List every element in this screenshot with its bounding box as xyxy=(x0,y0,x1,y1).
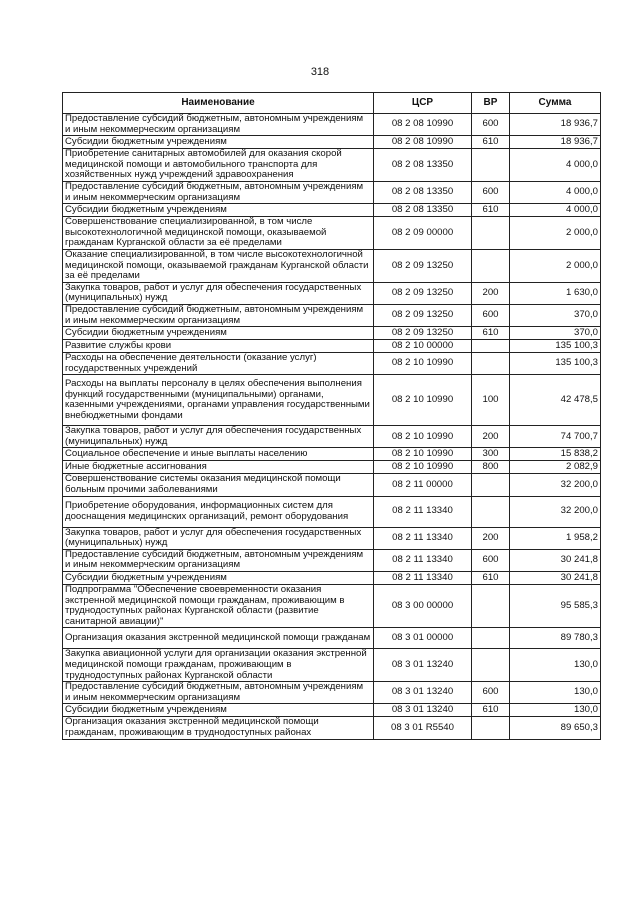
cell-vr: 600 xyxy=(472,682,510,704)
table-row xyxy=(63,496,601,527)
cell-sum: 4 000,0 xyxy=(510,149,601,182)
cell-sum: 135 100,3 xyxy=(510,340,601,353)
table-row xyxy=(63,217,601,250)
cell-vr: 600 xyxy=(472,549,510,571)
table-row xyxy=(63,249,601,282)
cell-name: Закупка авиационной услуги для организации оказания экстренной медицинской помощи гражданам, проживающим в труднодоступных районах Курганской области xyxy=(63,649,374,682)
cell-csr: 08 3 01 13240 xyxy=(374,649,472,682)
header-sum: Сумма xyxy=(510,93,601,114)
table-header-row xyxy=(63,93,601,114)
table-row xyxy=(63,717,601,739)
cell-sum: 135 100,3 xyxy=(510,353,601,375)
cell-vr: 610 xyxy=(472,572,510,585)
cell-name: Расходы на выплаты персоналу в целях обеспечения выполнения функций государственными (муниципальными) органами, казенными учреждениями, органами управления государственными внебюджетными фондами xyxy=(63,375,374,426)
cell-name: Совершенствование специализированной, в том числе высокотехнологичной медицинской помощи, оказываемой гражданам Курганской области за её пределами xyxy=(63,217,374,250)
cell-vr: 610 xyxy=(472,704,510,717)
cell-vr: 300 xyxy=(472,448,510,461)
table-row xyxy=(63,572,601,585)
cell-name: Субсидии бюджетным учреждениям xyxy=(63,204,374,217)
table-row xyxy=(63,353,601,375)
cell-sum: 370,0 xyxy=(510,304,601,326)
cell-sum: 2 000,0 xyxy=(510,249,601,282)
cell-vr: 200 xyxy=(472,426,510,448)
budget-table xyxy=(62,92,601,740)
cell-name: Иные бюджетные ассигнования xyxy=(63,461,374,474)
table-row xyxy=(63,181,601,203)
cell-sum: 4 000,0 xyxy=(510,204,601,217)
cell-sum: 370,0 xyxy=(510,327,601,340)
cell-sum: 130,0 xyxy=(510,682,601,704)
cell-vr xyxy=(472,496,510,527)
cell-vr xyxy=(472,217,510,250)
table-row xyxy=(63,585,601,628)
cell-csr: 08 2 11 13340 xyxy=(374,549,472,571)
table-row xyxy=(63,114,601,136)
cell-name: Совершенствование системы оказания медицинской помощи больным прочими заболеваниями xyxy=(63,474,374,496)
cell-name: Субсидии бюджетным учреждениям xyxy=(63,327,374,340)
cell-csr: 08 2 11 13340 xyxy=(374,527,472,549)
cell-name: Развитие службы крови xyxy=(63,340,374,353)
cell-csr: 08 2 11 13340 xyxy=(374,572,472,585)
cell-sum: 89 650,3 xyxy=(510,717,601,739)
cell-csr: 08 2 10 10990 xyxy=(374,353,472,375)
cell-sum: 95 585,3 xyxy=(510,585,601,628)
cell-vr xyxy=(472,353,510,375)
table-row xyxy=(63,282,601,304)
cell-name: Предоставление субсидий бюджетным, автономным учреждениям и иным некоммерческим организациям xyxy=(63,181,374,203)
table-row xyxy=(63,304,601,326)
cell-csr: 08 3 01 00000 xyxy=(374,628,472,649)
cell-csr: 08 3 01 13240 xyxy=(374,704,472,717)
cell-name: Предоставление субсидий бюджетным, автономным учреждениям и иным некоммерческим организациям xyxy=(63,682,374,704)
table-row xyxy=(63,549,601,571)
cell-csr: 08 2 10 10990 xyxy=(374,375,472,426)
cell-sum: 18 936,7 xyxy=(510,114,601,136)
cell-vr: 600 xyxy=(472,114,510,136)
cell-sum: 130,0 xyxy=(510,704,601,717)
cell-name: Расходы на обеспечение деятельности (оказание услуг) государственных учреждений xyxy=(63,353,374,375)
table-row xyxy=(63,628,601,649)
cell-vr: 600 xyxy=(472,304,510,326)
cell-sum: 2 000,0 xyxy=(510,217,601,250)
cell-csr: 08 2 11 00000 xyxy=(374,474,472,496)
cell-name: Оказание специализированной, в том числе высокотехнологичной медицинской помощи, оказываемой гражданам Курганской области за её пределами xyxy=(63,249,374,282)
cell-vr: 200 xyxy=(472,527,510,549)
table-row xyxy=(63,327,601,340)
cell-csr: 08 2 09 00000 xyxy=(374,217,472,250)
table-row xyxy=(63,149,601,182)
cell-name: Закупка товаров, работ и услуг для обеспечения государственных (муниципальных) нужд xyxy=(63,527,374,549)
cell-vr: 800 xyxy=(472,461,510,474)
table-row xyxy=(63,340,601,353)
cell-sum: 74 700,7 xyxy=(510,426,601,448)
cell-csr: 08 2 08 13350 xyxy=(374,149,472,182)
header-name: Наименование xyxy=(63,93,374,114)
cell-name: Организация оказания экстренной медицинской помощи гражданам, проживающим в труднодоступных районах xyxy=(63,717,374,739)
cell-csr: 08 2 10 10990 xyxy=(374,461,472,474)
cell-csr: 08 2 08 13350 xyxy=(374,204,472,217)
cell-csr: 08 2 08 10990 xyxy=(374,114,472,136)
cell-vr: 610 xyxy=(472,136,510,149)
table-row xyxy=(63,461,601,474)
header-vr: ВР xyxy=(472,93,510,114)
cell-sum: 130,0 xyxy=(510,649,601,682)
cell-csr: 08 3 01 R5540 xyxy=(374,717,472,739)
cell-vr: 610 xyxy=(472,327,510,340)
cell-sum: 2 082,9 xyxy=(510,461,601,474)
cell-name: Приобретение санитарных автомобилей для оказания скорой медицинской помощи и автомобильного транспорта для хозяйственных нужд учреждений здравоохранения xyxy=(63,149,374,182)
cell-name: Приобретение оборудования, информационных систем для дооснащения медицинских организаций, ремонт оборудования xyxy=(63,496,374,527)
cell-vr xyxy=(472,149,510,182)
cell-vr xyxy=(472,717,510,739)
cell-name: Субсидии бюджетным учреждениям xyxy=(63,136,374,149)
table-row xyxy=(63,474,601,496)
cell-sum: 89 780,3 xyxy=(510,628,601,649)
cell-sum: 30 241,8 xyxy=(510,549,601,571)
cell-csr: 08 3 00 00000 xyxy=(374,585,472,628)
cell-vr xyxy=(472,649,510,682)
table-row xyxy=(63,649,601,682)
cell-sum: 4 000,0 xyxy=(510,181,601,203)
cell-vr: 100 xyxy=(472,375,510,426)
table-row xyxy=(63,136,601,149)
cell-name: Субсидии бюджетным учреждениям xyxy=(63,572,374,585)
cell-name: Подпрограмма "Обеспечение своевременности оказания экстренной медицинской помощи гражданам, проживающим в труднодоступных районах Курганской области (развитие санитарной авиации)" xyxy=(63,585,374,628)
cell-vr xyxy=(472,249,510,282)
cell-csr: 08 2 08 13350 xyxy=(374,181,472,203)
cell-sum: 32 200,0 xyxy=(510,496,601,527)
cell-csr: 08 2 10 00000 xyxy=(374,340,472,353)
table-row xyxy=(63,375,601,426)
cell-csr: 08 2 08 10990 xyxy=(374,136,472,149)
page-number: 318 xyxy=(310,66,330,78)
cell-sum: 42 478,5 xyxy=(510,375,601,426)
cell-csr: 08 3 01 13240 xyxy=(374,682,472,704)
table-row xyxy=(63,204,601,217)
cell-csr: 08 2 11 13340 xyxy=(374,496,472,527)
cell-csr: 08 2 09 13250 xyxy=(374,249,472,282)
cell-vr xyxy=(472,340,510,353)
cell-name: Предоставление субсидий бюджетным, автономным учреждениям и иным некоммерческим организациям xyxy=(63,114,374,136)
cell-vr: 200 xyxy=(472,282,510,304)
cell-vr xyxy=(472,628,510,649)
cell-name: Предоставление субсидий бюджетным, автономным учреждениям и иным некоммерческим организациям xyxy=(63,549,374,571)
cell-sum: 30 241,8 xyxy=(510,572,601,585)
cell-sum: 15 838,2 xyxy=(510,448,601,461)
cell-vr: 600 xyxy=(472,181,510,203)
cell-sum: 1 630,0 xyxy=(510,282,601,304)
cell-sum: 18 936,7 xyxy=(510,136,601,149)
cell-sum: 1 958,2 xyxy=(510,527,601,549)
cell-vr xyxy=(472,474,510,496)
table-row xyxy=(63,704,601,717)
table-row xyxy=(63,527,601,549)
cell-name: Закупка товаров, работ и услуг для обеспечения государственных (муниципальных) нужд xyxy=(63,426,374,448)
cell-sum: 32 200,0 xyxy=(510,474,601,496)
cell-csr: 08 2 10 10990 xyxy=(374,448,472,461)
cell-name: Организация оказания экстренной медицинской помощи гражданам xyxy=(63,628,374,649)
header-csr: ЦСР xyxy=(374,93,472,114)
cell-csr: 08 2 10 10990 xyxy=(374,426,472,448)
cell-name: Социальное обеспечение и иные выплаты населению xyxy=(63,448,374,461)
cell-csr: 08 2 09 13250 xyxy=(374,282,472,304)
table-row xyxy=(63,426,601,448)
table-row xyxy=(63,448,601,461)
cell-vr: 610 xyxy=(472,204,510,217)
cell-csr: 08 2 09 13250 xyxy=(374,327,472,340)
cell-name: Субсидии бюджетным учреждениям xyxy=(63,704,374,717)
cell-name: Предоставление субсидий бюджетным, автономным учреждениям и иным некоммерческим организациям xyxy=(63,304,374,326)
table-row xyxy=(63,682,601,704)
table-body xyxy=(63,114,601,740)
cell-csr: 08 2 09 13250 xyxy=(374,304,472,326)
cell-name: Закупка товаров, работ и услуг для обеспечения государственных (муниципальных) нужд xyxy=(63,282,374,304)
cell-vr xyxy=(472,585,510,628)
